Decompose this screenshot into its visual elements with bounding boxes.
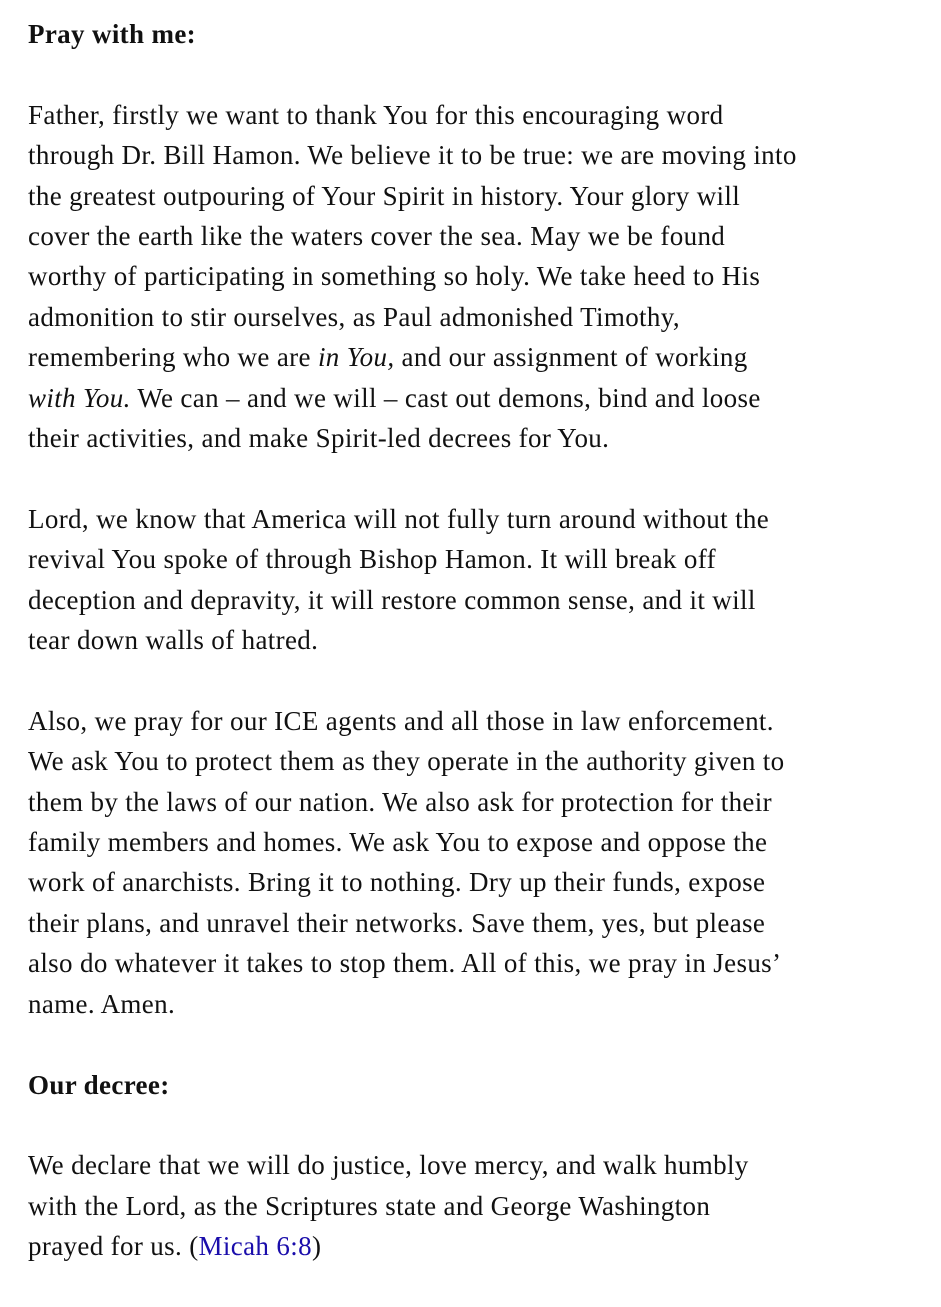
text-line bbox=[28, 337, 797, 377]
text-segment: also do whatever it takes to stop them. All of this, we pray in Jesus’ bbox=[28, 948, 782, 979]
text-line bbox=[28, 862, 797, 902]
text-segment: them by the laws of our nation. We also ask for protection for their bbox=[28, 786, 772, 817]
text-segment: remembering who we are bbox=[28, 342, 318, 373]
text-segment: work of anarchists. Bring it to nothing. Dry up their funds, expose bbox=[28, 867, 766, 898]
prayer-paragraph bbox=[28, 701, 797, 1024]
article-body bbox=[28, 14, 797, 1307]
prayer-paragraph bbox=[28, 95, 797, 459]
italic-text-segment: with You. bbox=[28, 382, 131, 413]
text-line bbox=[28, 620, 797, 660]
text-line bbox=[28, 216, 797, 256]
text-segment: Lord, we know that America will not fully turn around without the bbox=[28, 503, 770, 534]
text-line bbox=[28, 782, 797, 822]
text-segment: the greatest outpouring of Your Spirit in history. Your glory will bbox=[28, 180, 741, 211]
text-segment: name. Amen. bbox=[28, 988, 176, 1019]
text-segment: family members and homes. We ask You to expose and oppose the bbox=[28, 827, 768, 858]
text-segment: tear down walls of hatred. bbox=[28, 625, 319, 656]
text-segment: revival You spoke of through Bishop Hamon. It will break off bbox=[28, 544, 716, 575]
text-segment: worthy of participating in something so holy. We take heed to His bbox=[28, 261, 761, 292]
heading-pray-with-me: Pray with me: bbox=[28, 19, 197, 49]
text-segment: their plans, and unravel their networks. Save them, yes, but please bbox=[28, 907, 766, 938]
text-segment: prayed for us. ( bbox=[28, 1231, 199, 1262]
text-line bbox=[28, 176, 797, 216]
text-segment: Also, we pray for our ICE agents and all those in law enforcement. bbox=[28, 705, 774, 736]
text-line bbox=[28, 822, 797, 862]
text-line bbox=[28, 256, 797, 296]
text-line bbox=[28, 135, 797, 175]
text-line bbox=[28, 943, 797, 983]
text-line bbox=[28, 701, 797, 741]
text-segment: and our assignment of working bbox=[394, 342, 748, 373]
text-segment: deception and depravity, it will restore common sense, and it will bbox=[28, 584, 756, 615]
text-segment: We can – and we will – cast out demons, bind and loose bbox=[130, 382, 761, 413]
text-line bbox=[28, 1226, 797, 1266]
text-line bbox=[28, 903, 797, 943]
text-line bbox=[28, 378, 797, 418]
prayer-paragraph bbox=[28, 499, 797, 661]
scripture-link-micah[interactable]: Micah 6:8 bbox=[198, 1231, 312, 1262]
text-segment: ) bbox=[311, 1231, 322, 1262]
text-line bbox=[28, 499, 797, 539]
text-line bbox=[28, 741, 797, 781]
text-segment: We ask You to protect them as they operate in the authority given to bbox=[28, 746, 785, 777]
text-segment: admonition to stir ourselves, as Paul admonished Timothy, bbox=[28, 301, 680, 332]
text-line bbox=[28, 539, 797, 579]
decree-paragraph bbox=[28, 1145, 797, 1266]
text-segment: their activities, and make Spirit-led decrees for You. bbox=[28, 423, 610, 454]
text-segment: Father, firstly we want to thank You for this encouraging word bbox=[28, 99, 724, 130]
text-line: We declare that we will do justice, love mercy, and walk humbly bbox=[28, 1150, 749, 1181]
italic-text-segment: in You, bbox=[317, 342, 395, 373]
text-segment: through Dr. Bill Hamon. We believe it to be true: we are moving into bbox=[28, 140, 797, 171]
text-line bbox=[28, 580, 797, 620]
heading-our-decree: Our decree: bbox=[28, 1069, 170, 1100]
text-line bbox=[28, 984, 797, 1024]
text-line bbox=[28, 418, 797, 458]
text-line: with the Lord, as the Scriptures state and George Washington bbox=[28, 1190, 711, 1221]
text-segment: cover the earth like the waters cover the sea. May we be found bbox=[28, 221, 726, 252]
prayer-section bbox=[28, 95, 797, 1024]
text-line bbox=[28, 95, 797, 135]
text-line bbox=[28, 297, 797, 337]
